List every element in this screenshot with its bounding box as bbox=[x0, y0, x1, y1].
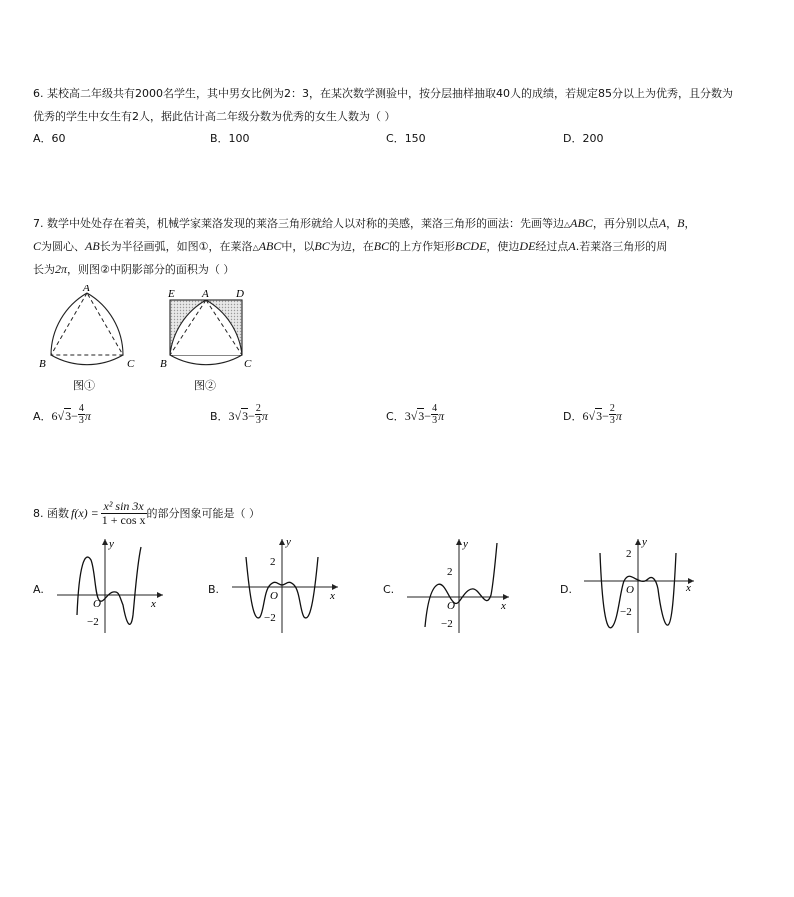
label-c: C bbox=[244, 358, 252, 370]
svg-text:y: y bbox=[286, 536, 291, 548]
svg-text:x: x bbox=[151, 598, 156, 610]
q6-option-c[interactable]: C．150 bbox=[386, 132, 426, 145]
svg-text:−2: −2 bbox=[620, 606, 632, 618]
svg-text:y: y bbox=[642, 536, 647, 548]
label-b: B bbox=[39, 358, 46, 370]
q6-line-2: 优秀的学生中女生有2人，据此估计高二年级分数为优秀的女生人数为（ ） bbox=[33, 110, 396, 123]
q8-fraction: $\frac{\text{x² sin 3x}}{\text{1 + cos x}}$ bbox=[101, 499, 146, 527]
question-8 bbox=[33, 500, 753, 530]
svg-text:2: 2 bbox=[270, 556, 276, 568]
q7-figure-2 bbox=[158, 285, 268, 393]
figure-1-caption: 图① bbox=[73, 380, 95, 392]
svg-text:2: 2 bbox=[626, 548, 632, 560]
label-d: D bbox=[236, 288, 244, 300]
q7-option-a[interactable]: A．6√3− $\frac{4}{3}$ π bbox=[33, 402, 91, 426]
q8-graph-a[interactable]: A. y x O −2 bbox=[33, 535, 173, 635]
q6-options bbox=[33, 130, 753, 150]
svg-text:−2: −2 bbox=[264, 612, 276, 624]
q7-option-b[interactable]: B．3√3− $\frac{2}{3}$ π bbox=[210, 402, 268, 426]
graph-a-plot bbox=[33, 535, 173, 635]
label-c: C bbox=[127, 358, 135, 370]
svg-text:x: x bbox=[686, 582, 691, 594]
graph-b-plot bbox=[208, 535, 348, 635]
q7-figure-1 bbox=[33, 285, 143, 393]
q7-line-3: 长为2π，则图②中阴影部分的面积为（ ） bbox=[33, 262, 235, 276]
question-7 bbox=[33, 212, 753, 281]
q7-option-d[interactable]: D．6√3− $\frac{2}{3}$ π bbox=[563, 402, 622, 426]
svg-text:O: O bbox=[626, 584, 634, 596]
q6-option-b[interactable]: B．100 bbox=[210, 132, 250, 145]
q8-suffix: 的部分图象可能是（ ） bbox=[146, 507, 261, 520]
graph-d-plot bbox=[560, 535, 710, 635]
q8-prefix: 8. 函数 bbox=[33, 507, 69, 520]
q7-option-c[interactable]: C．3√3− $\frac{4}{3}$ π bbox=[386, 402, 445, 426]
label-b: B bbox=[160, 358, 167, 370]
reuleaux-arc-bc bbox=[51, 355, 123, 365]
svg-text:x: x bbox=[330, 590, 335, 602]
svg-text:O: O bbox=[447, 600, 455, 612]
q6-line-1: 6. 某校高二年级共有2000名学生，其中男女比例为2：3，在某次数学测验中，按分层抽样抽取40人的成绩，若规定85分以上为优秀，且分数为 bbox=[33, 87, 733, 100]
svg-text:y: y bbox=[463, 538, 468, 550]
svg-text:2: 2 bbox=[447, 566, 453, 578]
q8-graph-b[interactable]: B. y x O 2 −2 bbox=[208, 535, 348, 635]
question-6 bbox=[33, 82, 753, 128]
q6-option-d[interactable]: D．200 bbox=[563, 132, 604, 145]
q6-option-a[interactable]: A．60 bbox=[33, 132, 66, 145]
figure-2-caption: 图② bbox=[194, 380, 216, 392]
svg-text:−2: −2 bbox=[87, 616, 99, 628]
svg-text:O: O bbox=[93, 598, 101, 610]
reuleaux-arc-bc-2 bbox=[170, 355, 242, 365]
svg-text:O: O bbox=[270, 590, 278, 602]
q8-function: f(x) = bbox=[71, 506, 99, 520]
svg-text:−2: −2 bbox=[441, 618, 453, 630]
q7-line-1: 7. 数学中处处存在着美，机械学家莱洛发现的莱洛三角形就给人以对称的美感，莱洛三角形的画法：先画等边△ABC，再分别以点A，B， bbox=[33, 216, 696, 230]
svg-text:y: y bbox=[109, 538, 114, 550]
label-e: E bbox=[168, 288, 175, 300]
q7-line-2: C为圆心、AB长为半径画弧，如图①，在莱洛△ABC中，以BC为边，在BC的上方作矩形BCDE，使边DE经过点A.若莱洛三角形的周 bbox=[33, 239, 668, 253]
q8-graph-c[interactable]: C. y x O 2 −2 bbox=[383, 535, 523, 635]
graph-c-plot bbox=[383, 535, 523, 635]
svg-text:x: x bbox=[501, 600, 506, 612]
triangle-abc-dashed bbox=[51, 293, 123, 355]
q7-options bbox=[33, 402, 753, 436]
label-a: A bbox=[202, 288, 209, 300]
q8-graph-d[interactable]: D. y x O 2 −2 bbox=[560, 535, 710, 635]
label-a: A bbox=[83, 285, 90, 294]
